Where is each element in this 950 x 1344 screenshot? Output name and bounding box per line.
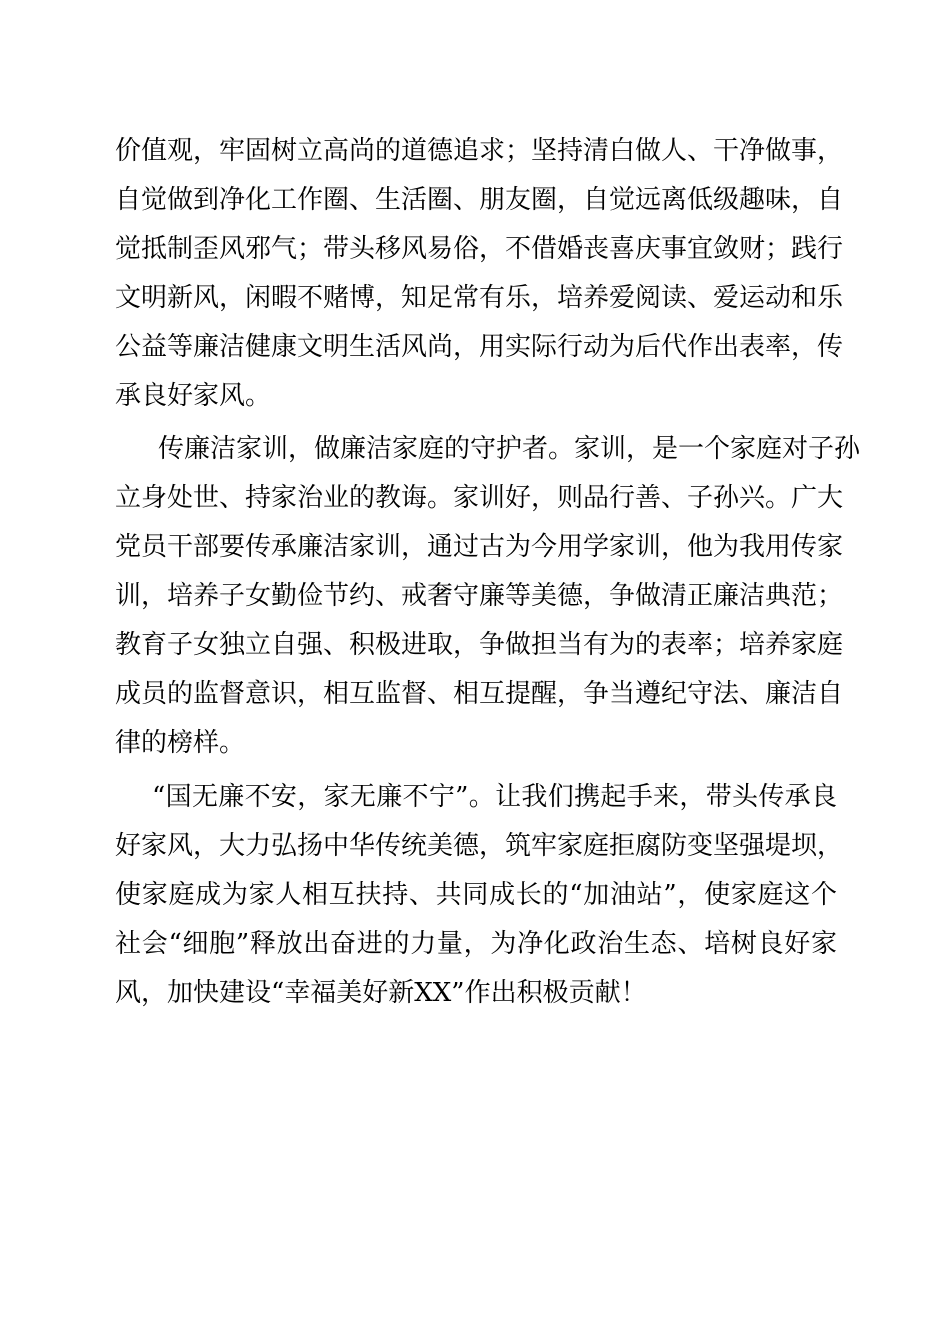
text-line: 立身处世、持家治业的教诲。家训好，则品行善、子孙兴。广大	[115, 483, 844, 513]
text-line: 使家庭成为家人相互扶持、共同成长的“加油站”，使家庭这个	[115, 880, 837, 910]
text-line: 承良好家风。	[115, 381, 272, 411]
text-line: 训，培养子女勤俭节约、戒奢守廉等美德，争做清正廉洁典范；	[115, 581, 844, 611]
text-line: 文明新风，闲暇不赌博，知足常有乐，培养爱阅读、爱运动和乐	[115, 283, 844, 313]
text-line: 成员的监督意识，相互监督、相互提醒，争当遵纪守法、廉洁自	[115, 679, 844, 709]
text-line: 价值观，牢固树立高尚的道德追求；坚持清白做人、干净做事，	[115, 136, 844, 166]
text-line: 传廉洁家训，做廉洁家庭的守护者。家训，是一个家庭对子孙	[158, 434, 861, 464]
text-line: 觉抵制歪风邪气；带头移风易俗，不借婚丧喜庆事宜敛财；践行	[115, 234, 844, 264]
text-line: 风，加快建设“幸福美好新XX”作出积极贡献！	[115, 978, 647, 1008]
text-line: 律的榜样。	[115, 728, 246, 758]
text-line: “国无廉不安，家无廉不宁”。让我们携起手来，带头传承良	[152, 782, 837, 812]
text-line: 党员干部要传承廉洁家训，通过古为今用学家训，他为我用传家	[115, 532, 844, 562]
text-line: 自觉做到净化工作圈、生活圈、朋友圈，自觉远离低级趣味，自	[115, 185, 844, 215]
text-line: 公益等廉洁健康文明生活风尚，用实际行动为后代作出表率，传	[115, 332, 844, 362]
text-line: 好家风，大力弘扬中华传统美德，筑牢家庭拒腐防变坚强堤坝，	[115, 831, 844, 861]
text-line: 教育子女独立自强、积极进取，争做担当有为的表率；培养家庭	[115, 630, 844, 660]
text-line: 社会“细胞”释放出奋进的力量，为净化政治生态、培树良好家	[115, 929, 837, 959]
